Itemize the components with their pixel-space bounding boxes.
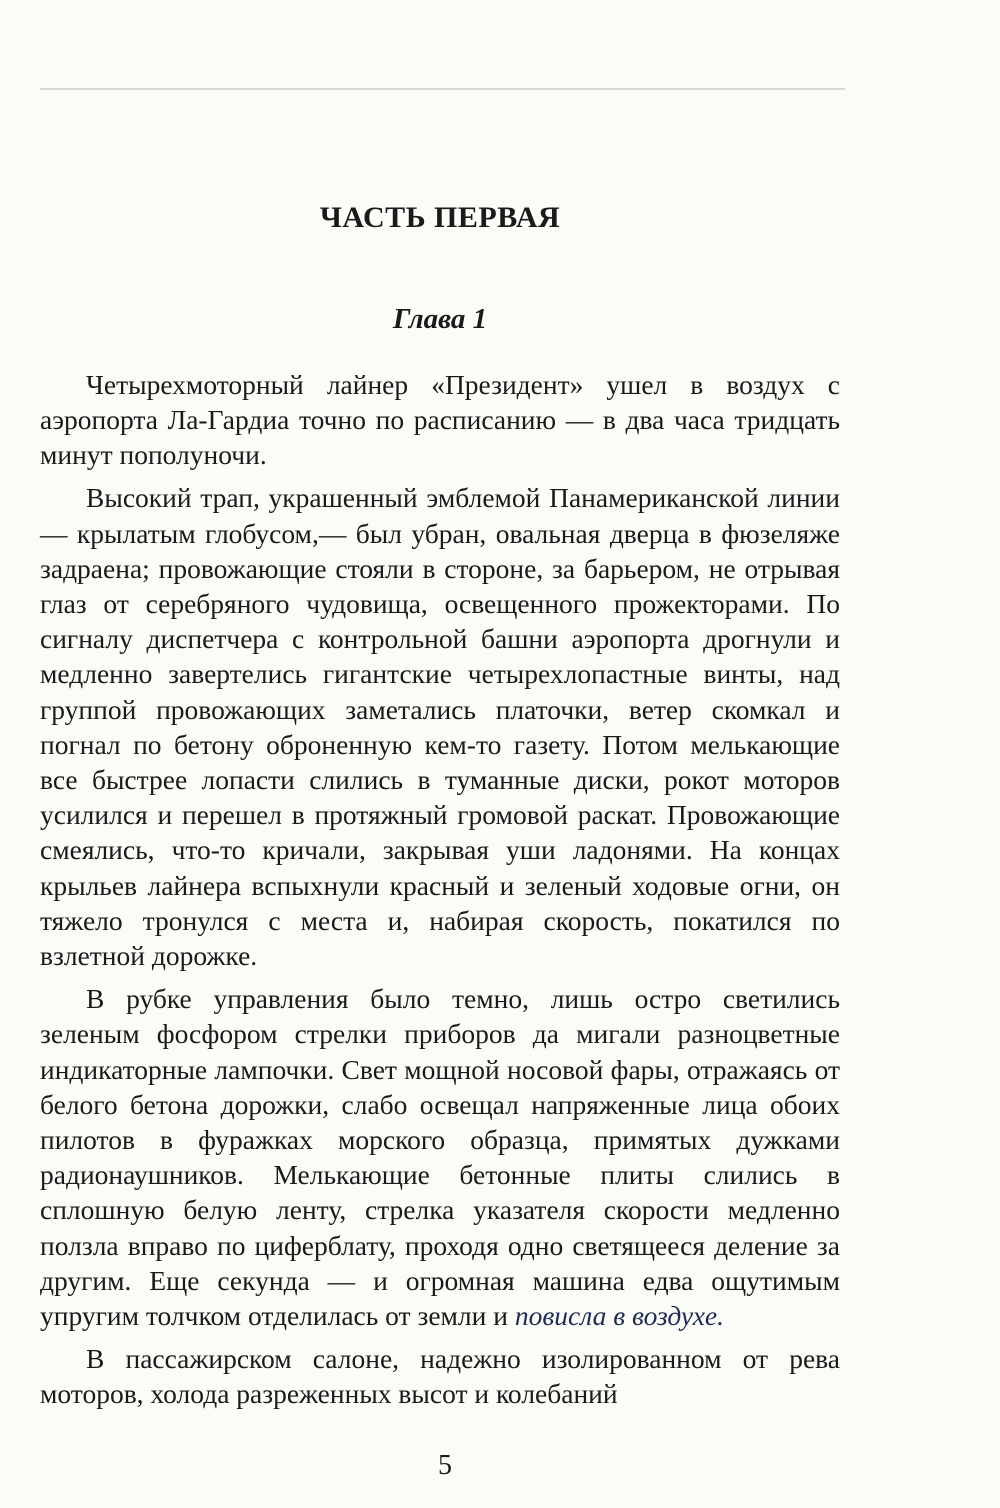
paragraph-1: [40, 367, 840, 473]
paragraph-2-text: Высокий трап, украшенный эмблемой Панамериканской линии — крылатым глобусом,— был убран, овальная дверца в фюзеляже задраена; провожающие стояли в стороне, за барьером, не отрывая глаз от серебряного чудовища, освещенного прожекторами. По сигналу диспетчера с контрольной башни аэропорта дрогнули и медленно завертелись гигантские четырехлопастные винты, над группой провожающих заметались платочки, ветер скомкал и погнал по бетону оброненную кем-то газету. Потом мелькающие все быстрее лопасти слились в туманные диски, рокот моторов усилился и перешел в протяжный громовой раскат. Провожающие смеялись, что-то кричали, закрывая уши ладонями. На концах крыльев лайнера вспыхнули красный и зеленый ходовые огни, он тяжело тронулся с места и, набирая скорость, покатился по взлетной дорожке.: [40, 482, 840, 972]
part-title: ЧАСТЬ ПЕРВАЯ: [319, 201, 561, 234]
body-text: [40, 367, 840, 1412]
paragraph-1-text: Четырехмоторный лайнер «Президент» ушел в воздух с аэропорта Ла-Гардиа точно по расписанию — в два часа тридцать минут пополуночи.: [40, 368, 840, 471]
chapter-title: Глава 1: [392, 303, 488, 335]
paragraph-4: [40, 1341, 840, 1411]
page-number: 5: [438, 1450, 452, 1481]
header-rule: [40, 88, 845, 90]
paragraph-2: [40, 480, 840, 973]
page-content: [40, 200, 840, 1412]
paragraph-3-tail: повисла в воздухе.: [514, 1300, 725, 1332]
paragraph-4-text: В пассажирском салоне, надежно изолированном от рева моторов, холода разреженных высот и колебаний: [40, 1343, 840, 1410]
paragraph-3: [40, 981, 840, 1333]
paragraph-3-text: В рубке управления было темно, лишь остро светились зеленым фосфором стрелки приборов да мигали разноцветные индикаторные лампочки. Свет мощной носовой фары, отражаясь от белого бетона дорожки, слабо освещал напряженные лица обоих пилотов в фуражках морского образца, примятых дужками радионаушников. Мелькающие бетонные плиты слились в сплошную белую ленту, стрелка указателя скорости медленно ползла вправо по циферблату, проходя одно светящееся деление за другим. Еще секунда — и огромная машина едва ощутимым упругим толчком отделилась от земли и: [40, 983, 840, 1332]
